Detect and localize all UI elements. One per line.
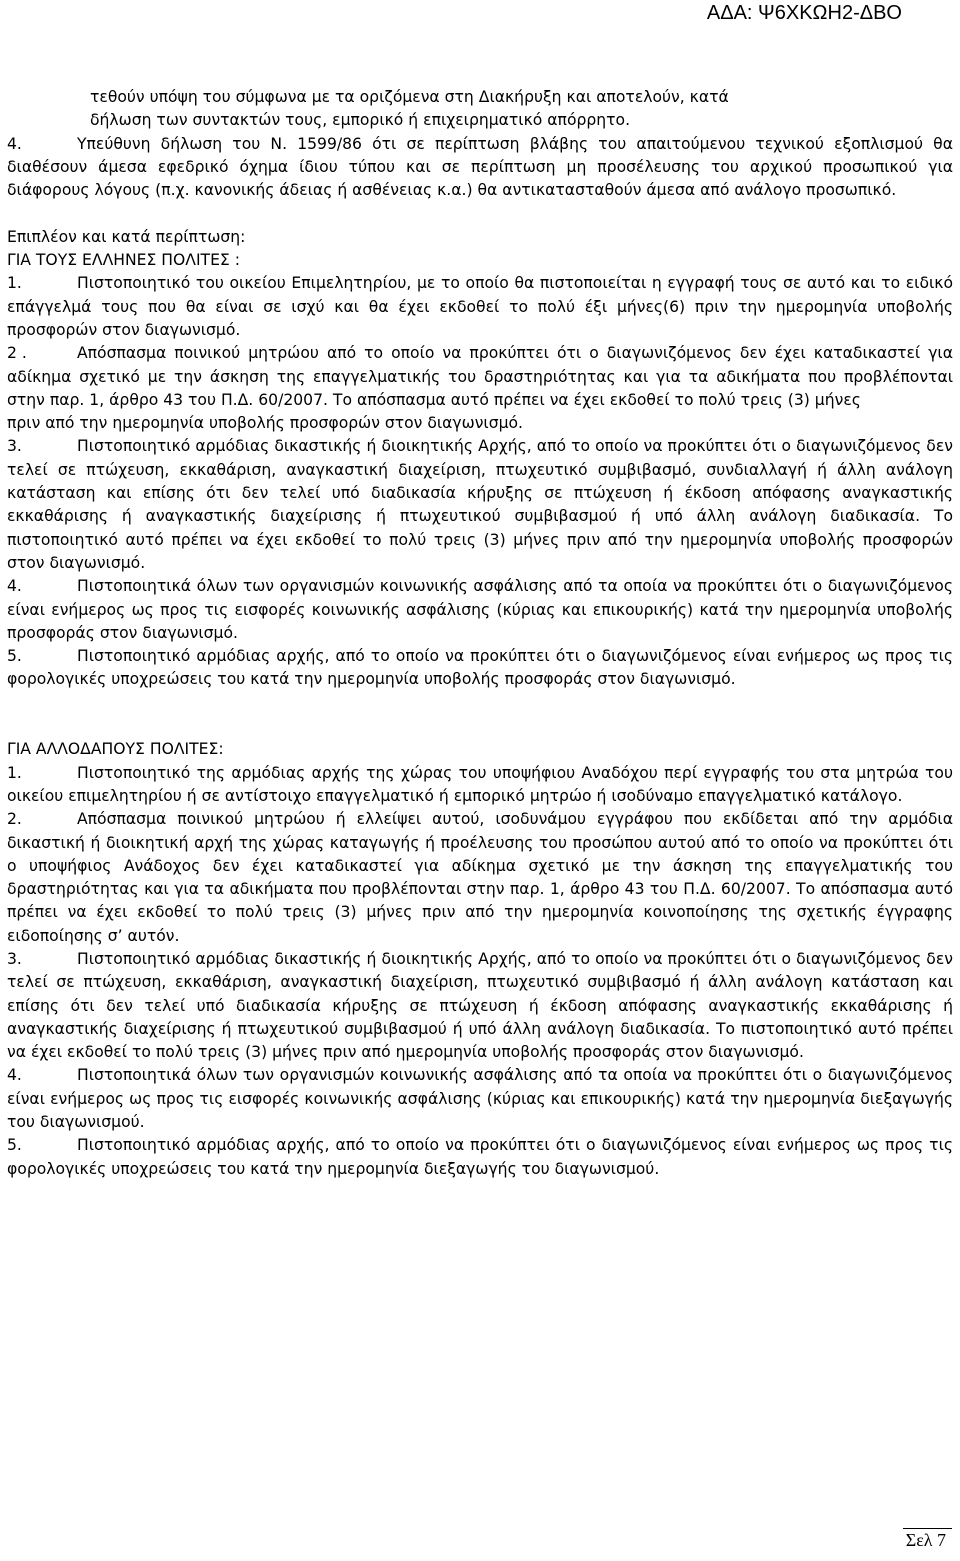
item-number: 4. <box>7 577 22 596</box>
item-number: 2. <box>7 810 22 829</box>
ada-header: ΑΔΑ: Ψ6ΧΚΩΗ2-ΔΒΟ <box>706 2 902 24</box>
item-text: Υπεύθυνη δήλωση του Ν. 1599/86 ότι σε περίπτωση βλάβης του απαιτούμενου τεχνικού εξοπλισμού θα διαθέσουν άμεσα εφεδρικό όχημα ίδιου τύπου και σε περίπτωση μη προσέλευσης του αρχικού προσωπικού για διάφορους λόγους (π.χ. κανονικής άδειας ή ασθένειας κ.α.) θα αντικατασταθούν άμεσα από ανάλογο προσωπικό. <box>7 134 953 200</box>
list-item <box>7 762 953 809</box>
item-number: 5. <box>7 647 22 666</box>
item-number: 2 . <box>7 344 27 363</box>
list-item <box>7 1134 953 1181</box>
list-item <box>7 575 953 645</box>
document-body <box>7 86 953 1181</box>
list-item <box>7 133 953 203</box>
item-text: Πιστοποιητικό του οικείου Επιμελητηρίου, με το οποίο θα πιστοποιείται η εγγραφή τους σε αυτό και το ειδικό επάγγελμά τους που θα είναι σε ισχύ και θα έχει εκδοθεί το πολύ έξι μήνες(6) πριν την ημερομηνία υποβολής προσφορών στον διαγωνισμό. <box>7 274 953 339</box>
list-item <box>7 435 953 575</box>
footer-divider <box>903 1528 952 1529</box>
list-item <box>7 645 953 692</box>
item-text: Απόσπασμα ποινικού μητρώου ή ελλείψει αυτού, ισοδυνάμου εγγράφου που εκδίδεται από την αρμόδια δικαστική ή διοικητική αρχή της χώρας καταγωγής ή προέλευσης του προσώπου αυτού από το οποίο να προκύπτει ότι ο υποψήφιος Ανάδοχος δεν έχει καταδικαστεί για αδίκημα σχετικό με την άσκηση της επαγγελματικής του δραστηριότητας και για τα αδικήματα που προβλέπονται στην παρ. 1, άρθρο 43 του Π.Δ. 60/2007. Το απόσπασμα αυτό πρέπει να έχει εκδοθεί το πολύ τρεις (3) μήνες πριν από την ημερομηνία κοινοποίησης της σχετικής έγγραφης ειδοποίησης σ’ αυτόν. <box>7 810 953 945</box>
item-number: 3. <box>7 437 22 456</box>
item-text: Πιστοποιητικό αρμόδιας δικαστικής ή διοικητικής Αρχής, από το οποίο να προκύπτει ότι ο διαγωνιζόμενος δεν τελεί σε πτώχευση, εκκαθάριση, αναγκαστική διαχείριση, πτωχευτικό συμβιβασμό ή άλλη ανάλογη κατάσταση και επίσης ότι δεν τελεί υπό διαδικασία κήρυξης σε πτώχευση ή έκδοση απόφασης αναγκαστικής εκκαθάρισης ή αναγκαστικής διαχείρισης ή πτωχευτικού συμβιβασμού ή υπό άλλη ανάλογη διαδικασία. Το πιστοποιητικό αυτό πρέπει να έχει εκδοθεί το πολύ τρεις (3) μήνες πριν από ημερομηνία υποβολής προσφοράς στον διαγωνισμό. <box>7 949 953 1062</box>
intro-line-2: δήλωση των συντακτών τους, εμπορικό ή επιχειρηματικό απόρρητο. <box>90 111 631 130</box>
section-heading-greek: ΓΙΑ ΤΟΥΣ ΕΛΛΗΝΕΣ ΠΟΛΙΤΕΣ : <box>7 251 240 270</box>
list-item <box>7 342 953 412</box>
page-number: Σελ 7 <box>905 1530 946 1550</box>
intro-line-1: τεθούν υπόψη του σύμφωνα με τα οριζόμενα στη Διακήρυξη και αποτελούν, κατά <box>90 88 729 106</box>
item-text: Πιστοποιητικό αρμόδιας αρχής, από το οποίο να προκύπτει ότι ο διαγωνιζόμενος είναι ενήμερος ως προς τις φορολογικές υποχρεώσεις του κατά την ημερομηνία διεξαγωγής του διαγωνισμού. <box>7 1136 953 1178</box>
section-intro: Επιπλέον και κατά περίπτωση: <box>7 227 246 246</box>
item-number: 5. <box>7 1136 22 1155</box>
item-text: Απόσπασμα ποινικού μητρώου από το οποίο να προκύπτει ότι ο διαγωνιζόμενος δεν έχει καταδικαστεί για αδίκημα σχετικό με την άσκηση της επαγγελματικής του δραστηριότητας και για τα αδικήματα που προβλέπονται στην παρ. 1, άρθρο 43 του Π.Δ. 60/2007. Το απόσπασμα αυτό πρέπει να έχει εκδοθεί το πολύ τρεις (3) μήνες <box>7 344 953 409</box>
item-number: 1. <box>7 274 22 293</box>
item-text: Πιστοποιητικά όλων των οργανισμών κοινωνικής ασφάλισης από τα οποία να προκύπτει ότι ο διαγωνιζόμενος είναι ενήμερος ως προς τις εισφορές κοινωνικής ασφάλισης (κύριας και επικουρικής) κατά την ημερομηνία υποβολής προσφοράς στον διαγωνισμό. <box>7 577 953 642</box>
list-item <box>7 948 953 1064</box>
item-number: 1. <box>7 763 22 782</box>
item-text: Πιστοποιητικό της αρμόδιας αρχής της χώρας του υποψήφιου Αναδόχου περί εγγραφής του στα μητρώα του οικείου επιμελητηρίου ή σε αντίστοιχο επαγγελματικό ή εμπορικό μητρώο ή ισοδύναμο επαγγελματικό κατάλογο. <box>7 763 953 805</box>
list-item <box>7 1064 953 1134</box>
item-number: 3. <box>7 949 22 968</box>
item-number: 4. <box>7 1066 22 1085</box>
item-extra: πριν από την ημερομηνία υποβολής προσφορών στον διαγωνισμό. <box>7 414 524 433</box>
item-number: 4. <box>7 134 22 153</box>
item-text: Πιστοποιητικά όλων των οργανισμών κοινωνικής ασφάλισης από τα οποία να προκύπτει ότι ο διαγωνιζόμενος είναι ενήμερος ως προς τις εισφορές κοινωνικής ασφάλισης (κύριας και επικουρικής) κατά την ημερομηνία διεξαγωγής του διαγωνισμού. <box>7 1066 953 1132</box>
item-text: Πιστοποιητικό αρμόδιας δικαστικής ή διοικητικής Αρχής, από το οποίο να προκύπτει ότι ο διαγωνιζόμενος δεν τελεί σε πτώχευση, εκκαθάριση, αναγκαστική διαχείριση, πτωχευτικό συμβιβασμό, συνδιαλλαγή ή άλλη ανάλογη κατάσταση και επίσης ότι δεν τελεί υπό διαδικασία κήρυξης σε πτώχευση ή έκδοση απόφασης αναγκαστικής εκκαθάρισης ή αναγκαστικής διαχείρισης ή πτωχευτικού συμβιβασμού ή υπό άλλη ανάλογη διαδικασία. Το πιστοποιητικό αυτό πρέπει να έχει εκδοθεί το πολύ τρεις (3) μήνες πριν από την ημερομηνία υποβολής προσφορών στον διαγωνισμό. <box>7 437 953 572</box>
list-item <box>7 808 953 948</box>
list-item <box>7 272 953 342</box>
item-text: Πιστοποιητικό αρμόδιας αρχής, από το οποίο να προκύπτει ότι ο διαγωνιζόμενος είναι ενήμερος ως προς τις φορολογικές υποχρεώσεις του κατά την ημερομηνία υποβολής προσφοράς στον διαγωνισμό. <box>7 647 953 689</box>
section-heading-foreign: ΓΙΑ ΑΛΛΟΔΑΠΟΥΣ ΠΟΛΙΤΕΣ: <box>7 740 224 759</box>
